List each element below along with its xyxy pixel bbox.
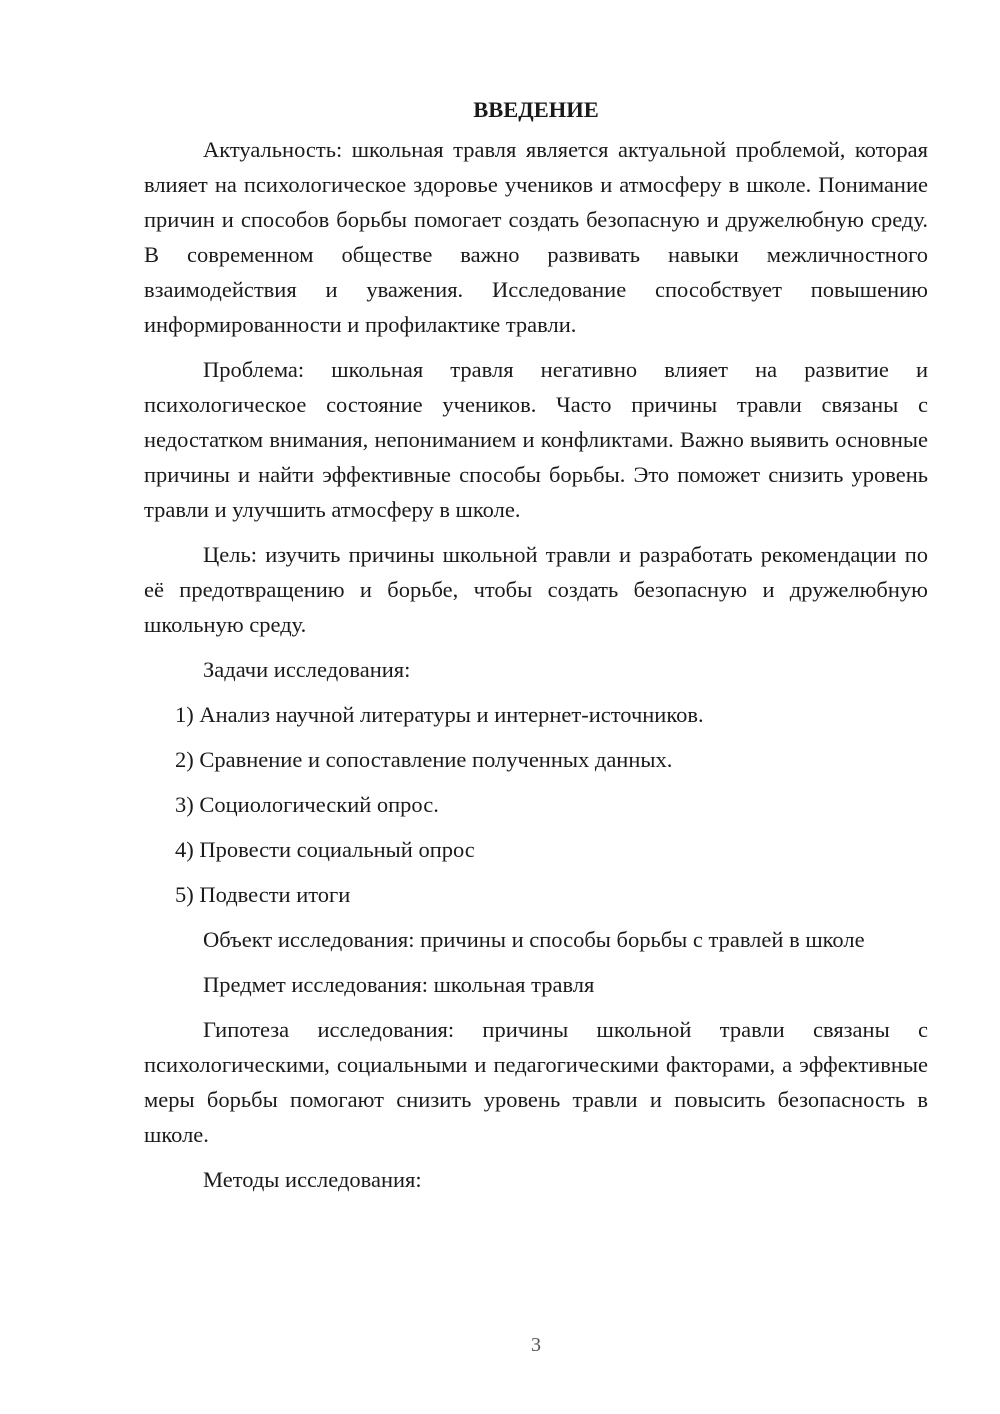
list-item: 5) Подвести итоги (175, 882, 351, 907)
problem-paragraph: Проблема: школьная травля негативно влияет на развитие и психологическое состояние учеников. Часто причины травли связаны с недостатком внимания, непониманием и конфликтами. Важно выявить основные причины и найти эффективные способы борьбы. Это поможет снизить уровень травли и улучшить атмосферу в школе. (144, 357, 928, 522)
section-heading: ВВЕДЕНИЕ (473, 97, 599, 122)
tasks-list (144, 697, 928, 912)
page-number: 3 (531, 1334, 541, 1356)
hypothesis-paragraph: Гипотеза исследования: причины школьной травли связаны с психологическими, социальными и педагогическими факторами, а эффективные меры борьбы помогают снизить уровень травли и повысить безопасность в школе. (144, 1017, 928, 1147)
tasks-label: Задачи исследования: (203, 657, 411, 682)
goal-paragraph: Цель: изучить причины школьной травли и разработать рекомендации по её предотвращению и борьбе, чтобы создать безопасную и дружелюбную школьную среду. (144, 542, 928, 637)
list-item: 2) Сравнение и сопоставление полученных данных. (175, 747, 673, 772)
subject-paragraph: Предмет исследования: школьная травля (203, 972, 595, 997)
list-item: 4) Провести социальный опрос (175, 837, 475, 862)
list-item: 3) Социологический опрос. (175, 792, 439, 817)
page-body (144, 94, 928, 1207)
list-item: 1) Анализ научной литературы и интернет-источников. (175, 702, 704, 727)
object-paragraph: Объект исследования: причины и способы борьбы с травлей в школе (203, 927, 865, 952)
relevance-paragraph: Актуальность: школьная травля является актуальной проблемой, которая влияет на психологическое здоровье учеников и атмосферу в школе. Понимание причин и способов борьбы помогает создать безопасную и дружелюбную среду. В современном обществе важно развивать навыки межличностного взаимодействия и уважения. Исследование способствует повышению информированности и профилактике травли. (144, 137, 928, 337)
methods-label: Методы исследования: (203, 1167, 422, 1192)
